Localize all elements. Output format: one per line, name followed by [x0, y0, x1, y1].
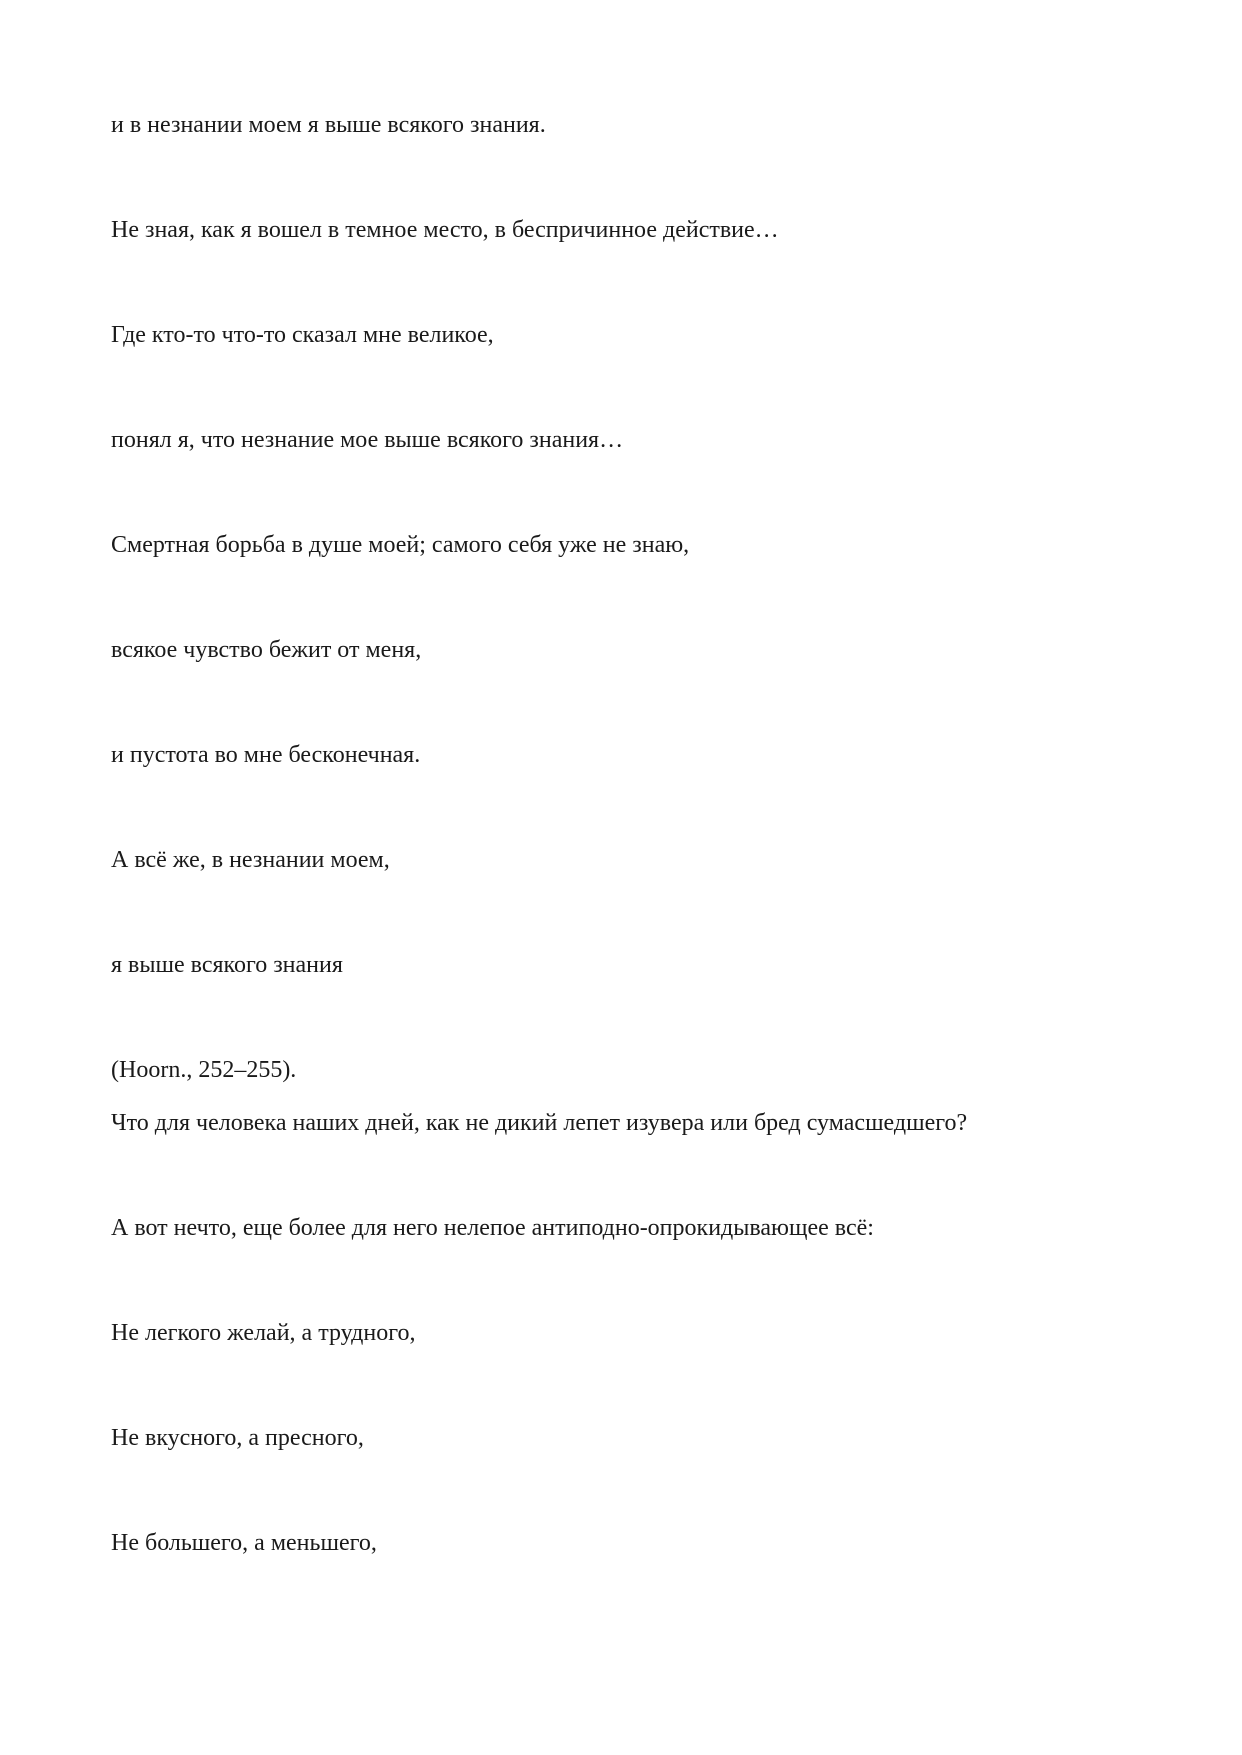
text-line: Смертная борьба в душе моей; самого себя уже не знаю,: [111, 532, 690, 558]
text-line: всякое чувство бежит от меня,: [111, 637, 422, 663]
text-line: Где кто-то что-то сказал мне великое,: [111, 322, 494, 348]
text-line: и в незнании моем я выше всякого знания.: [111, 112, 546, 138]
text-line: понял я, что незнание мое выше всякого знания…: [111, 427, 624, 453]
text-line: Не большего, а меньшего,: [111, 1530, 377, 1556]
text-line: А всё же, в незнании моем,: [111, 847, 390, 873]
text-line: я выше всякого знания: [111, 952, 343, 978]
text-line: Не зная, как я вошел в темное место, в беспричинное действие…: [111, 217, 779, 243]
text-line: А вот нечто, еще более для него нелепое антиподно-опрокидывающее всё:: [111, 1215, 874, 1241]
text-line: и пустота во мне бесконечная.: [111, 742, 421, 768]
text-line: Не вкусного, а пресного,: [111, 1425, 364, 1451]
text-line: Что для человека наших дней, как не дикий лепет изувера или бред сумасшедшего?: [111, 1110, 968, 1136]
text-line: Не легкого желай, а трудного,: [111, 1320, 416, 1346]
citation: (Hoorn., 252–255).: [111, 1057, 297, 1083]
